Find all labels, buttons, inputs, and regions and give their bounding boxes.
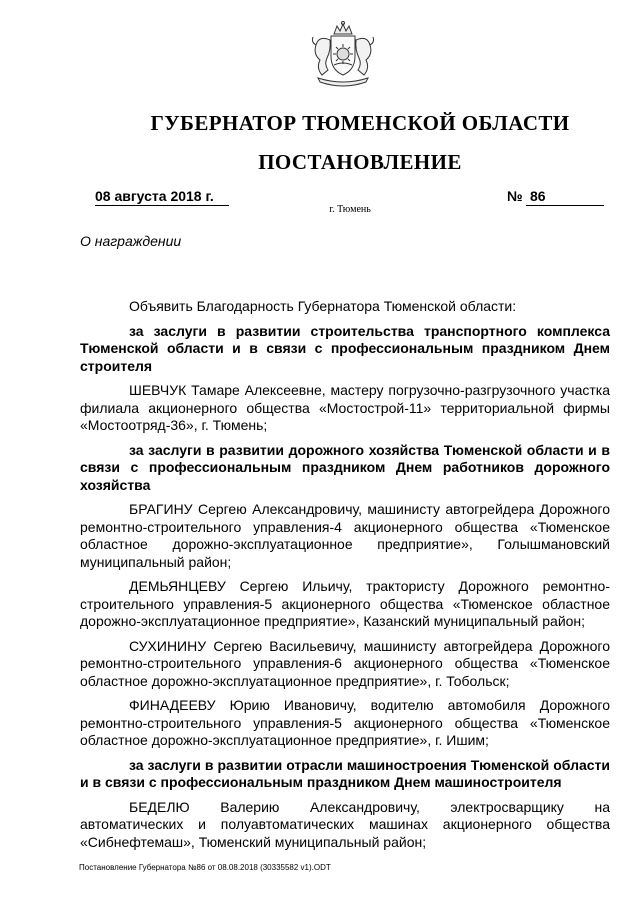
paragraph-awardee: БРАГИНУ Сергею Александровичу, машинисту автогрейдера Дорожного ремонтно-строительного управления-4 акционерного общества «Тюменское областное дорожно-эксплуатационное предприятие», Голышмановский муниципальный район; bbox=[80, 501, 610, 570]
paragraph-category-heading: за заслуги в развитии дорожного хозяйства Тюменской области и в связи с профессиональным праздником Днем работников дорожного хозяйства bbox=[80, 441, 610, 493]
paragraph-awardee: СУХИНИНУ Сергею Васильевичу, машинисту автогрейдера Дорожного ремонтно-строительного управления-6 акционерного общества «Тюменское областное дорожно-эксплуатационное предприятие», г. Тобольск; bbox=[80, 637, 610, 689]
decree-body bbox=[80, 298, 610, 858]
document-type-title: ПОСТАНОВЛЕНИЕ bbox=[258, 150, 462, 174]
decree-number: 86 bbox=[526, 188, 604, 206]
paragraph-category-heading: за заслуги в развитии строительства транспортного комплекса Тюменской области и в связи с профессиональным праздником Днем строителя bbox=[80, 322, 610, 374]
paragraph-awardee: БЕДЕЛЮ Валерию Александровичу, электросварщику на автоматических и полуавтоматических машинах акционерного общества «Сибнефтемаш», Тюменский муниципальный район; bbox=[80, 798, 610, 850]
paragraph-category-heading: за заслуги в развитии отрасли машиностроения Тюменской области и в связи с профессиональным праздником Днем машиностроителя bbox=[80, 756, 610, 790]
decree-date: 08 августа 2018 г. bbox=[95, 188, 229, 206]
governor-title: ГУБЕРНАТОР ТЮМЕНСКОЙ ОБЛАСТИ bbox=[150, 111, 570, 135]
paragraph-intro: Объявить Благодарность Губернатора Тюменской области: bbox=[129, 298, 517, 314]
city-label: г. Тюмень bbox=[329, 204, 371, 215]
paragraph-awardee: ДЕМЬЯНЦЕВУ Сергею Ильичу, трактористу Дорожного ремонтно-строительного управления-5 акционерного общества «Тюменское областное дорожно-эксплуатационное предприятие», Казанский муниципальный район; bbox=[80, 578, 610, 629]
coat-of-arms-icon bbox=[303, 20, 383, 92]
decree-subject: О награждении bbox=[80, 233, 182, 249]
document-footer: Постановление Губернатора №86 от 08.08.2018 (30335582 v1).ODT bbox=[79, 863, 331, 872]
paragraph-awardee: ФИНАДЕЕВУ Юрию Ивановичу, водителю автомобиля Дорожного ремонтно-строительного управления-5 акционерного общества «Тюменское областное дорожно-эксплуатационное предприятие», г. Ишим; bbox=[80, 697, 610, 748]
paragraph-awardee: ШЕВЧУК Тамаре Алексеевне, мастеру погрузочно-разгрузочного участка филиала акционерного общества «Мостострой-11» территориальной фирмы «Мостоотряд-36», г. Тюмень; bbox=[80, 382, 610, 433]
number-sign: № bbox=[507, 188, 523, 204]
